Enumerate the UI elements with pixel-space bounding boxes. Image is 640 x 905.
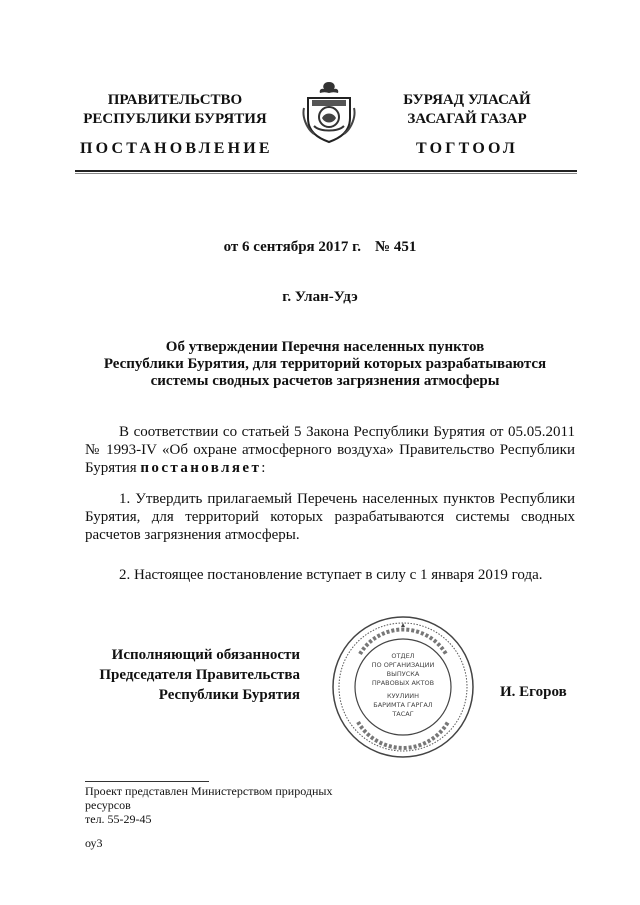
title-line3: системы сводных расчетов загрязнения атмосферы — [150, 373, 500, 389]
svg-text:ПРАВОВЫХ АКТОВ: ПРАВОВЫХ АКТОВ — [371, 679, 435, 687]
official-seal-stamp — [330, 614, 476, 760]
signer-position-line3: Республики Бурятия — [158, 687, 300, 703]
government-name-ru — [75, 91, 275, 129]
gov-ru-line1: ПРАВИТЕЛЬСТВО — [107, 92, 243, 108]
footer-initials: оу3 — [85, 836, 103, 850]
city: г. Улан-Удэ — [282, 289, 358, 305]
preamble-paragraph — [85, 423, 575, 477]
signer-position — [80, 645, 300, 705]
gov-bur-line1: БУРЯАД УЛАСАЙ — [403, 92, 531, 108]
gov-ru-line2: РЕСПУБЛИКИ БУРЯТИЯ — [83, 111, 267, 127]
preamble-verb: постановляет — [140, 460, 262, 476]
footer-phone: тел. 55-29-45 — [85, 812, 152, 826]
signer-position-line2: Председателя Правительства — [99, 667, 300, 683]
svg-text:БАРИМТА ГАРГАЛ: БАРИМТА ГАРГАЛ — [373, 701, 433, 709]
doc-type-ru: ПОСТАНОВЛЕНИЕ — [80, 140, 273, 157]
footer-line2: ресурсов — [85, 798, 131, 812]
preamble-colon: : — [261, 460, 266, 476]
document-title — [75, 339, 575, 390]
preamble-text: В соответствии со статьей 5 Закона Республики Бурятия от 05.05.2011 № 1993-IV «Об охране атмосферного воздуха» Правительство Республики Бурятия — [85, 424, 575, 476]
title-line2: Республики Бурятия, для территорий которых разрабатываются — [103, 356, 547, 372]
gov-bur-line2: ЗАСАГАЙ ГАЗАР — [407, 111, 527, 127]
item-1-text: 1. Утвердить прилагаемый Перечень населенных пунктов Республики Бурятия, для территорий которых разрабатываются системы сводных расчетов загрязнения атмосферы. — [85, 491, 575, 543]
item-1-paragraph — [85, 490, 575, 544]
svg-text:ПО ОРГАНИЗАЦИИ: ПО ОРГАНИЗАЦИИ — [371, 661, 435, 669]
svg-text:ТАСАГ: ТАСАГ — [392, 710, 414, 718]
header-divider — [75, 170, 577, 172]
coat-of-arms-emblem — [300, 78, 358, 144]
date-line — [0, 239, 640, 256]
footer-line1: Проект представлен Министерством природных — [85, 784, 333, 798]
item-2-paragraph — [85, 566, 575, 584]
svg-text:ОТДЕЛ: ОТДЕЛ — [391, 652, 415, 660]
title-line1: Об утверждении Перечня населенных пунктов — [165, 339, 485, 355]
government-name-bur — [382, 91, 552, 129]
document-date: от 6 сентября 2017 г. — [223, 239, 362, 255]
footer-divider — [85, 781, 209, 782]
document-number: № 451 — [375, 239, 417, 255]
svg-text:КУУЛИИН: КУУЛИИН — [386, 692, 420, 700]
doc-type-bur: ТОГТООЛ — [416, 140, 518, 157]
signer-name: И. Егоров — [500, 684, 567, 700]
signer-position-line1: Исполняющий обязанности — [111, 647, 300, 663]
item-2-text: 2. Настоящее постановление вступает в силу с 1 января 2019 года. — [119, 567, 543, 583]
header-divider-thin — [75, 173, 577, 174]
svg-text:ВЫПУСКА: ВЫПУСКА — [386, 670, 420, 678]
footer-note — [85, 784, 365, 850]
